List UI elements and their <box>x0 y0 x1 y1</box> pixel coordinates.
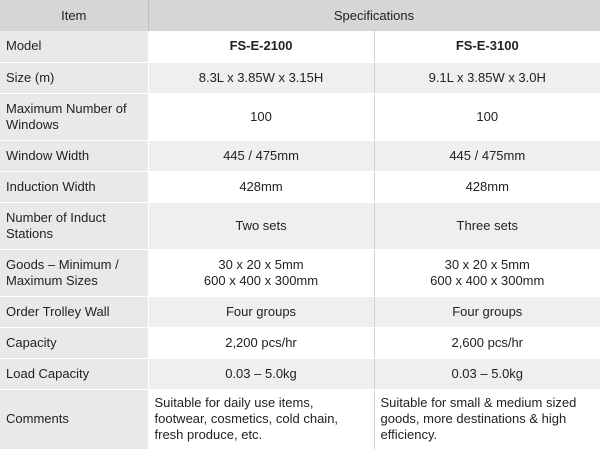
cell-line: 600 x 400 x 300mm <box>203 272 319 288</box>
cell-b <box>374 171 600 202</box>
row-label <box>0 358 148 389</box>
table-row <box>0 358 600 389</box>
row-label-line: Model <box>6 38 42 54</box>
cell-line: Suitable for daily use items, <box>154 395 314 410</box>
cell-b <box>374 202 600 249</box>
cell-line: 600 x 400 x 300mm <box>430 272 545 288</box>
cell-a <box>148 140 374 171</box>
model-a-cell <box>148 31 374 62</box>
cell-line: 428mm <box>239 178 283 194</box>
table-row <box>0 202 600 249</box>
cell-a <box>148 62 374 93</box>
cell-line: Four groups <box>452 303 523 319</box>
cell-line: Four groups <box>225 303 297 319</box>
row-label <box>0 31 148 62</box>
header-item: Item <box>0 0 148 31</box>
table-row <box>0 249 600 296</box>
cell-line: goods, more destinations & high <box>380 411 567 426</box>
cell-b <box>374 358 600 389</box>
cell-a <box>148 327 374 358</box>
cell-line: FS-E-3100 <box>455 38 519 54</box>
cell-b <box>374 62 600 93</box>
row-label-line: Maximum Sizes <box>6 272 98 288</box>
row-label-line: Comments <box>6 411 69 426</box>
cell-b <box>374 249 600 296</box>
cell-line: 9.1L x 3.85W x 3.0H <box>428 69 546 85</box>
row-label-line: Capacity <box>6 334 57 350</box>
table-row <box>0 389 600 449</box>
cell-line: 30 x 20 x 5mm <box>444 256 530 272</box>
cell-line: 100 <box>476 108 499 124</box>
row-label-line: Window Width <box>6 147 90 163</box>
cell-line: 445 / 475mm <box>449 147 526 163</box>
row-label-line: Windows <box>6 116 59 132</box>
cell-line: FS-E-2100 <box>229 38 293 54</box>
cell-line: 30 x 20 x 5mm <box>218 256 304 272</box>
cell-line: Three sets <box>456 217 518 233</box>
cell-a <box>148 296 374 327</box>
row-label-line: Goods – Minimum / <box>6 256 119 272</box>
row-label-line: Induction Width <box>6 178 96 194</box>
row-label <box>0 93 148 140</box>
row-label <box>0 202 148 249</box>
cell-line: 0.03 – 5.0kg <box>225 365 297 381</box>
model-b-cell <box>374 31 600 62</box>
row-label <box>0 296 148 327</box>
cell-b <box>374 140 600 171</box>
cell-line: 445 / 475mm <box>223 147 299 163</box>
row-label-line: Size (m) <box>6 69 55 85</box>
cell-line: 428mm <box>465 178 509 194</box>
cell-line: fresh produce, etc. <box>154 427 263 442</box>
cell-b <box>374 296 600 327</box>
row-label <box>0 171 148 202</box>
cell-b <box>374 327 600 358</box>
table-row <box>0 140 600 171</box>
row-label-line: Number of Induct <box>6 209 106 225</box>
cell-line: efficiency. <box>380 427 438 442</box>
cell-a <box>148 202 374 249</box>
cell-line: 8.3L x 3.85W x 3.15H <box>198 69 324 85</box>
cell-a <box>148 389 374 449</box>
cell-a <box>148 93 374 140</box>
cell-line: 2,200 pcs/hr <box>225 334 297 350</box>
table-row <box>0 327 600 358</box>
cell-a <box>148 249 374 296</box>
header-specifications: Specifications <box>148 0 600 31</box>
cell-line: 2,600 pcs/hr <box>451 334 524 350</box>
row-label <box>0 327 148 358</box>
row-label <box>0 62 148 93</box>
cell-line: 0.03 – 5.0kg <box>451 365 524 381</box>
cell-a <box>148 358 374 389</box>
row-label-line: Stations <box>6 225 53 241</box>
cell-b <box>374 389 600 449</box>
cell-line: 100 <box>250 108 272 124</box>
row-label <box>0 140 148 171</box>
row-label <box>0 249 148 296</box>
table-row <box>0 93 600 140</box>
table-header-row <box>0 0 600 31</box>
table-row <box>0 296 600 327</box>
row-label-line: Load Capacity <box>6 365 90 381</box>
row-label-line: Maximum Number of <box>6 100 127 116</box>
cell-line: Two sets <box>235 217 287 233</box>
cell-line: Suitable for small & medium sized <box>380 395 577 410</box>
cell-a <box>148 171 374 202</box>
table-row <box>0 62 600 93</box>
row-label-line: Order Trolley Wall <box>6 303 110 319</box>
table-row <box>0 31 600 62</box>
table-row <box>0 171 600 202</box>
cell-b <box>374 93 600 140</box>
row-label <box>0 389 148 449</box>
cell-line: footwear, cosmetics, cold chain, <box>154 411 339 426</box>
